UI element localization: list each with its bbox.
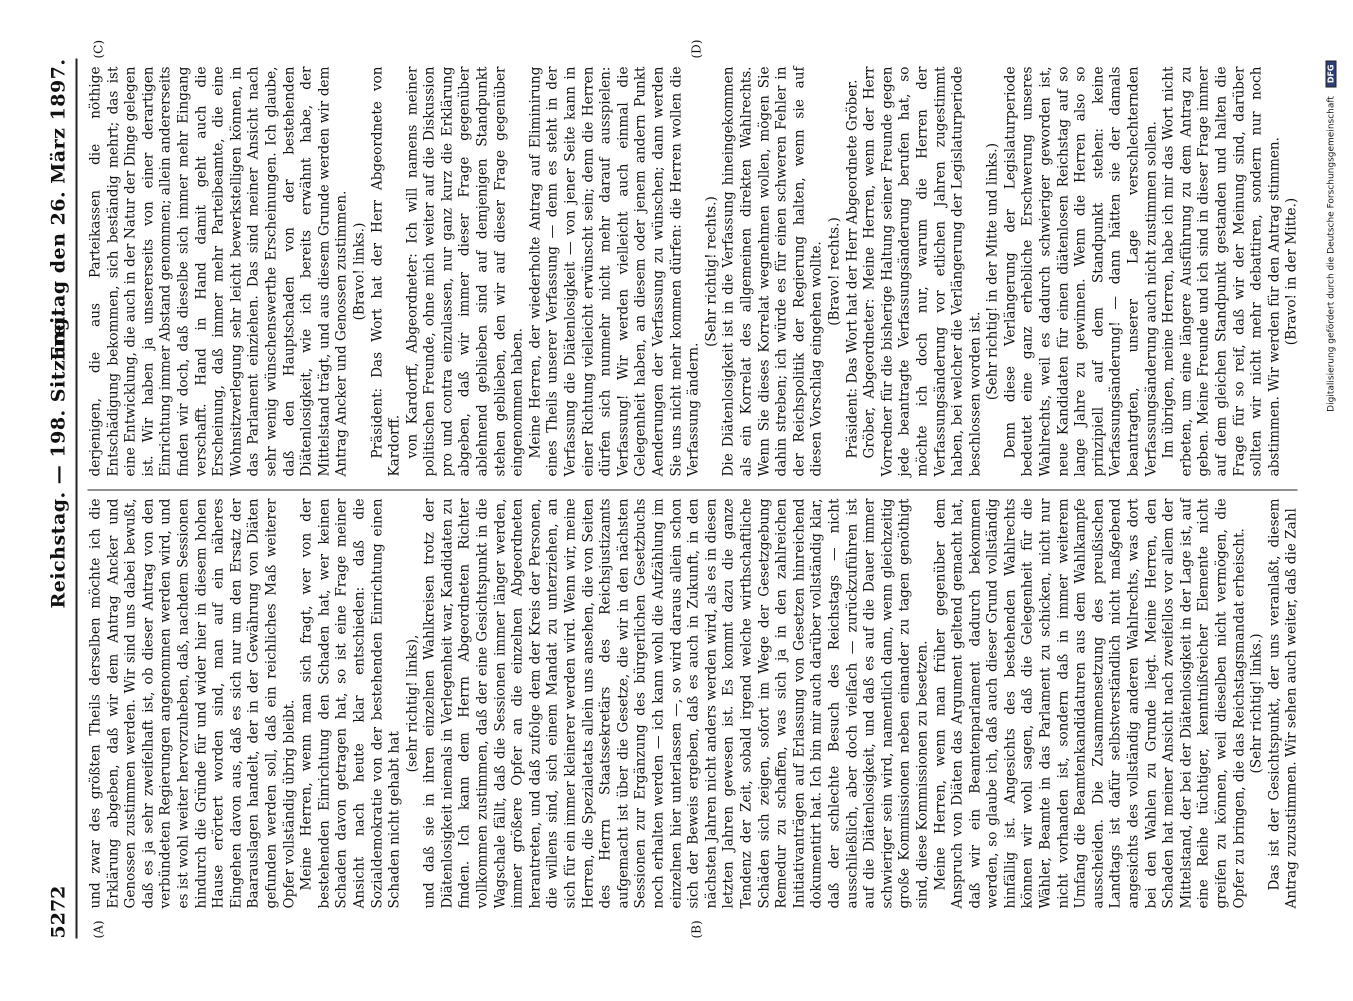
left-column-paragraph: und daß sie in ihren einzelnen Wahlkreisen trotz der Diätenlosigkeit niemals in Verlegenheit war, Kandidaten zu finden. Ich kann dem Herrn Abgeordneten Richter vollkommen zustimmen, daß der eine Gesichtspunkt in die Wagschale fällt, daß die Sessionen immer länger werden, immer größere Opfer an die einzelnen Abgeordneten herantreten, und daß zufolge dem der Kreis der Personen, die willens sind, sich einem Mandat zu unterziehen, an sich für ein immer kleinerer werden wird. Wenn wir, meine Herren, die Spezialetats allein uns ansehen, die von Seiten des Herrn Staatssekretärs des Reichsjustizamts aufgemacht ist über die Gesetze, die wir in den nächsten Sessionen zur Ergänzung des bürgerlichen Gesetzbuchs noch erhalten werden — ich kann wohl die Aufzählung im einzelnen hier unterlassen —, so wird daraus allein schon sich der Beweis ergeben, daß es auch in Zukunft, in den nächsten Jahren nicht anders werden wird, als es in diesen letzten Jahren gewesen ist. Es kommt dazu die ganze Tendenz der Zeit, sobald irgend welche wirthschaftliche Schäden sich zeigen, sofort im Wege der Gesetzgebung Remedur zu schaffen, was sich ja in den zahlreichen Initiativanträgen auf Erlassung von Gesetzen hinreichend dokumentirt hat. Ich bin mir auch darüber vollständig klar, daß der schlechte Besuch des Reichstags — nicht ausschließlich, aber doch vielfach — zurückzuführen ist auf die Diätenlosigkeit, und daß es auf die Dauer immer schwieriger sein wird, namentlich dann, wenn gleichzeitig große Kommissionen neben einander zu tagen genöthigt sind, diese Kommissionen zu besetzen.: [421, 498, 931, 909]
left-column-paragraph: Meine Herren, wenn man sich fragt, wer von der bestehenden Einrichtung den Schaden hat, wer keinen Schaden davon getragen hat, so ist eine Frage meiner Ansicht nach heute klar entschieden: daß die Sozialdemokratie von der bestehenden Einrichtung einen Schaden nicht gehabt hat: [298, 498, 403, 909]
right-column-paragraph: von Kardorff, Abgeordneter: Ich will namens meiner politischen Freunde, ohne mich weiter auf die Diskussion pro und contra einzulassen, nur ganz kurz die Erklärung abgeben, daß wir immer dieser Frage gegenüber ablehnend geblieben sind auf demjenigen Standpunkt stehen geblieben, den wir auf dieser Frage gegenüber eingenommen haben.: [404, 66, 526, 477]
margin-marker-b: (B): [689, 920, 704, 939]
right-column-paragraph: Denn diese Verlängerung der Legislaturperiode bedeutet eine ganz erhebliche Erschwerung unseres Wahlrechts, weil es dadurch schwieriger geworden ist, neue Kandidaten für einen diätenlosen Reichstag auf so lange Jahre zu gewinnen. Wenn die Herren also so prinzipiell auf dem Standpunkt stehen: keine Verfassungsänderung! — dann hätten sie der damals beantragten, unserer Lage verschlechternden Verfassungsänderung auch nicht zustimmen sollen.: [1002, 66, 1160, 477]
right-column-paragraph: Im übrigen, meine Herren, habe ich mir das Wort nicht erbeten, um eine längere Ausführung zu dem Antrag zu geben. Meine Freunde und ich sind in dieser Frage immer auf dem gleichen Standpunkt gestanden und halten die Frage für so reif, daß wir der Meinung sind, darüber sollten wir nicht mehr debattiren, sondern nur noch abstimmen. Wir werden für den Antrag stimmen.: [1160, 66, 1283, 477]
session-date: Freitag den 26. März 1897.: [47, 58, 70, 361]
session-title: Reichstag. — 198. Sitzung.: [47, 310, 70, 609]
left-column-paragraph: Meine Herren, wenn man früher gegenüber dem Anspruch von Diäten das Argument geltend gemacht hat, daß wir ein Beamtenparlament dadurch bekommen werden, so glaube ich, daß auch dieser Grund vollständig hinfällig ist. Angesichts des bestehenden Wahlrechts können wir wohl sagen, daß die Gelegenheit für die Wähler, Beamte in das Parlament zu schicken, nicht nur nicht vorhanden ist, sondern daß in immer weiterem Umfang die Beamtenkandidaturen aus dem Wahlkampfe ausscheiden. Die Zusammensetzung des preußischen Landtags ist dafür selbstverständlich nicht maßgebend angesichts des vollständig anderen Wahlrechts, was dort bei den Wahlen zu Grunde liegt. Meine Herren, den Schaden hat meiner Ansicht nach zweifellos vor allem der Mittelstand, der bei der Diätenlosigkeit in der Lage ist, auf eine Reihe tüchtiger, kenntnißreicher Elemente nicht greifen zu können, weil dieselben nicht vermögen, die Opfer zu bringen, die das Reichstagsmandat erheischt.: [932, 498, 1248, 909]
page-header: [42, 59, 78, 939]
left-column-paragraph: (Sehr richtig! links.): [1248, 633, 1265, 774]
right-column-paragraph: Präsident: Das Wort hat der Herr Abgeordnete von Kardorff.: [369, 66, 403, 477]
right-column-paragraph: (Sehr richtig! rechts.): [703, 196, 720, 347]
column-divider: [88, 490, 1298, 491]
right-column-paragraph: Meine Herren, der wiederholte Antrag auf Eliminirung eines Theils unserer Verfassung — denn es steht in der Verfassung die Diätenlosigkeit — von jener Seite kann in einer Richtung vielleicht erwünscht sein; denn die Herren dürfen sich nunmehr nicht mehr darauf ausspielen: Verfassung! Wir werden vielleicht auch einmal die Gelegenheit haben, an diesem oder jenem andern Punkt Aenderungen der Verfassung zu wünschen; dann werden Sie uns nicht mehr kommen dürfen: die Herren wollen die Verfassung ändern.: [527, 66, 702, 477]
right-column-paragraph: (Bravo! in der Mitte.): [1283, 197, 1300, 346]
left-column-paragraph: (sehr richtig! links),: [404, 634, 421, 773]
right-column-paragraph: (Sehr richtig! in der Mitte und links.): [984, 142, 1001, 401]
dfg-logo: DFG: [1326, 61, 1337, 88]
right-column-paragraph: Die Diätenlosigkeit ist in die Verfassung hineingekommen als ein Korrelat des allgemeinen direkten Wahlrechts. Wenn Sie dieses Korrelat wegnehmen wollen, mögen Sie dahin streben; ich würde es für einen schweren Fehler in der Reichspolitik der Regierung halten, wenn sie auf diesen Vorschlag eingehen wollte.: [720, 66, 825, 477]
right-column-paragraph: (Bravo! links.): [351, 222, 368, 321]
left-column-paragraph: Das ist der Gesichtspunkt, der uns veranlaßt, diesem Antrag zuzustimmen. Wir sehen auch weiter, daß die Zahl: [1266, 498, 1300, 909]
document-page: [0, 1, 1353, 1001]
margin-marker-a: (A): [91, 920, 106, 939]
right-column-paragraph: (Bravo! rechts.): [826, 217, 843, 326]
right-column-paragraph: Gröber, Abgeordneter: Meine Herren, wenn der Herr Vorredner für die bisherige Haltung seiner Freunde gegen jede beantragte Verfassungsänderung berufen hat, so möchte ich doch nur, warum die Herren der Verfassungsänderung vor etlichen Jahren zugestimmt haben, bei welcher die Verlängerung der Legislaturperiode beschlossen worden ist.: [861, 66, 984, 477]
left-column-paragraph: und zwar des größten Theils derselben möchte ich die Erklärung abgeben, daß wir dem Antrag Ancker und Genossen zustimmen werden. Wir sind uns dabei bewußt, daß es ja sehr zweifelhaft ist, ob dieser Antrag von den verbündeten Regierungen angenommen werden wird, und es ist wohl weiter hervorzuheben, daß, nachdem Sessionen hindurch die Gründe für und wider hier in diesem hohen Hause erörtert worden sind, man auf ein näheres Eingehen davon aus, daß es sich nur um den Ersatz der Baarauslagen handelt, der in der Gewährung von Diäten gefunden werden soll, daß ein reichliches Maß weiterer Opfer vollständig übrig bleibt.: [87, 498, 298, 909]
page-number: 5272: [47, 885, 70, 939]
credit-text: Digitalisierung gefördert durch die Deutsche Forschungsgemeinschaft: [1326, 96, 1337, 412]
margin-marker-c: (C): [91, 39, 106, 59]
left-column: [88, 499, 1302, 909]
right-column-paragraph: derjenigen, die aus Parteikassen die nöthige Entschädigung bekommen, sich beständig mehrt; das ist eine Entwicklung, die auch in der Natur der Dinge gelegen ist. Wir haben ja unsererseits von einer derartigen Einrichtung immer Abstand genommen; allein andererseits finden wir doch, daß dieselbe sich immer mehr Eingang verschafft. Hand in Hand damit geht auch die Erscheinung, daß immer mehr Parteibeamte, die eine Wohnsitzverlegung sehr leicht bewerkstelligen können, in das Parlament einziehen. Das sind meiner Ansicht nach sehr wenig wünschenswerthe Erscheinungen. Ich glaube, daß den Hauptschaden von der bestehenden Diätenlosigkeit, wie ich bereits erwähnt habe, der Mittelstand trägt, und aus diesem Grunde werden wir dem Antrag Ancker und Genossen zustimmen.: [87, 66, 350, 477]
right-column-paragraph: Präsident: Das Wort hat der Herr Abgeordnete Gröber.: [844, 79, 861, 459]
margin-marker-d: (D): [689, 39, 704, 59]
digitization-credit: [1326, 1, 1337, 1001]
right-column: [88, 67, 1302, 477]
